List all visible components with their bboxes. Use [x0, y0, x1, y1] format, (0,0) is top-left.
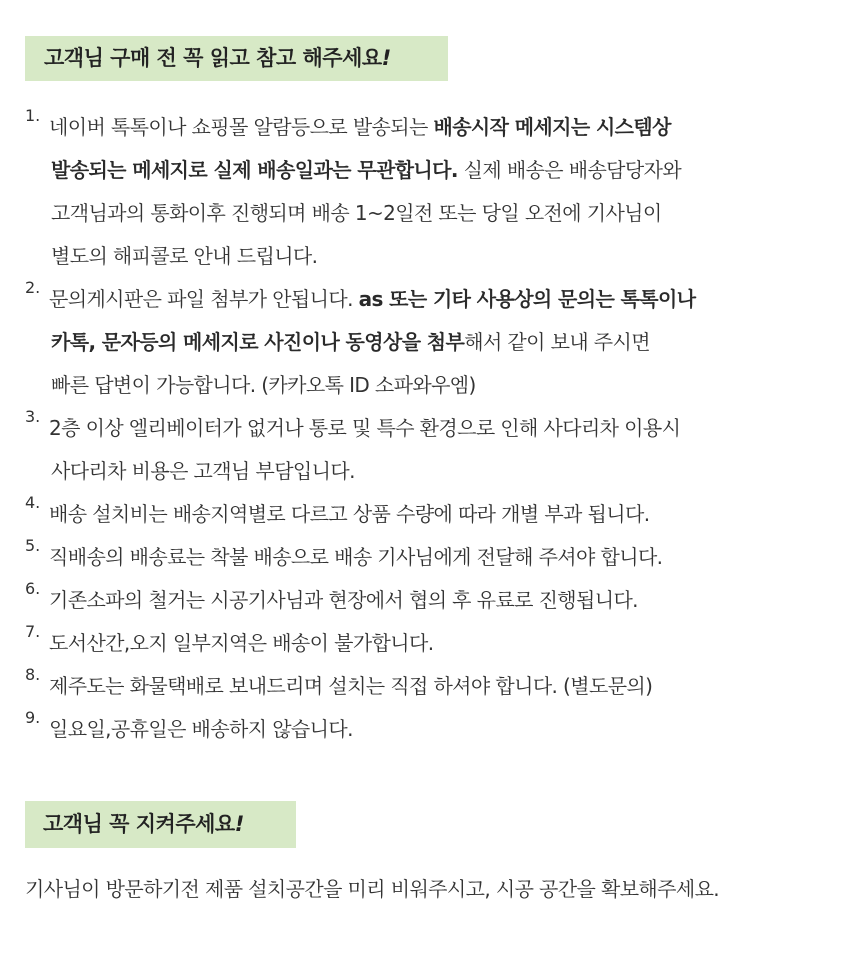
item-number: 5. [25, 536, 41, 555]
notice-item [25, 407, 855, 493]
item-text: 문의게시판은 파일 첨부가 안됩니다. [49, 287, 359, 311]
item-number: 3. [25, 407, 41, 426]
notice-item [25, 579, 855, 622]
heading-exclamation: ! [234, 812, 244, 836]
item-line [49, 450, 855, 493]
item-text: 사다리차 비용은 고객님 부담입니다. [51, 459, 355, 483]
emphasis-text: as 또는 기타 사용상의 문의는 톡톡이나 [358, 287, 696, 311]
notice-item [25, 106, 855, 278]
item-text: 실제 배송은 배송담당자와 [457, 158, 682, 182]
notice-item [25, 665, 855, 708]
item-number: 4. [25, 493, 41, 512]
item-line [49, 536, 855, 579]
item-text: 제주도는 화물택배로 보내드리며 설치는 직접 하셔야 합니다. (별도문의) [49, 674, 653, 698]
item-text: 2층 이상 엘리베이터가 없거나 통로 및 특수 환경으로 인해 사다리차 이용시 [49, 416, 681, 440]
purchase-notice-list [25, 106, 855, 751]
emphasis-text: 카톡, 문자등의 메세지로 사진이나 동영상을 첨부 [51, 330, 465, 354]
item-number: 8. [25, 665, 41, 684]
item-line [49, 579, 855, 622]
heading-exclamation: ! [381, 46, 391, 70]
item-text: 기존소파의 철거는 시공기사님과 현장에서 협의 후 유료로 진행됩니다. [49, 588, 638, 612]
item-line [49, 321, 855, 364]
item-number: 6. [25, 579, 41, 598]
item-line [49, 407, 855, 450]
item-text: 고객님과의 통화이후 진행되며 배송 1~2일전 또는 당일 오전에 기사님이 [51, 201, 662, 225]
notice-heading-before-purchase [25, 36, 448, 81]
item-text: 일요일,공휴일은 배송하지 않습니다. [49, 717, 353, 741]
item-text: 도서산간,오지 일부지역은 배송이 불가합니다. [49, 631, 434, 655]
item-text: 배송 설치비는 배송지역별로 다르고 상품 수량에 따라 개별 부과 됩니다. [49, 502, 650, 526]
item-line [49, 364, 855, 407]
item-line [49, 708, 855, 751]
notice-item [25, 708, 855, 751]
notice-item [25, 278, 855, 407]
item-text: 직배송의 배송료는 착불 배송으로 배송 기사님에게 전달해 주셔야 합니다. [49, 545, 663, 569]
notice-item [25, 536, 855, 579]
item-line [49, 106, 855, 149]
item-line [49, 149, 855, 192]
notice-item [25, 493, 855, 536]
item-number: 9. [25, 708, 41, 727]
item-line [49, 665, 855, 708]
emphasis-text: 배송시작 메세지는 시스템상 [433, 115, 671, 139]
item-line [49, 622, 855, 665]
item-line [49, 493, 855, 536]
notice-heading-please-keep [25, 801, 296, 848]
item-text: 네이버 톡톡이나 쇼핑몰 알람등으로 발송되는 [49, 115, 434, 139]
emphasis-text: 발송되는 메세지로 실제 배송일과는 무관합니다. [51, 158, 458, 182]
item-line [49, 278, 855, 321]
item-number: 2. [25, 278, 41, 297]
item-text: 빠른 답변이 가능합니다. (카카오톡 ID 소파와우엠) [51, 373, 476, 397]
notice-item [25, 622, 855, 665]
heading-text: 고객님 꼭 지켜주세요 [43, 812, 235, 836]
item-line [49, 235, 855, 278]
item-number: 1. [25, 106, 41, 125]
item-line [49, 192, 855, 235]
item-text: 해서 같이 보내 주시면 [464, 330, 650, 354]
installation-space-note: 기사님이 방문하기전 제품 설치공간을 미리 비워주시고, 시공 공간을 확보해주세요. [25, 877, 720, 901]
item-number: 7. [25, 622, 41, 641]
item-text: 별도의 해피콜로 안내 드립니다. [51, 244, 318, 268]
heading-text: 고객님 구매 전 꼭 읽고 참고 해주세요 [44, 46, 382, 70]
